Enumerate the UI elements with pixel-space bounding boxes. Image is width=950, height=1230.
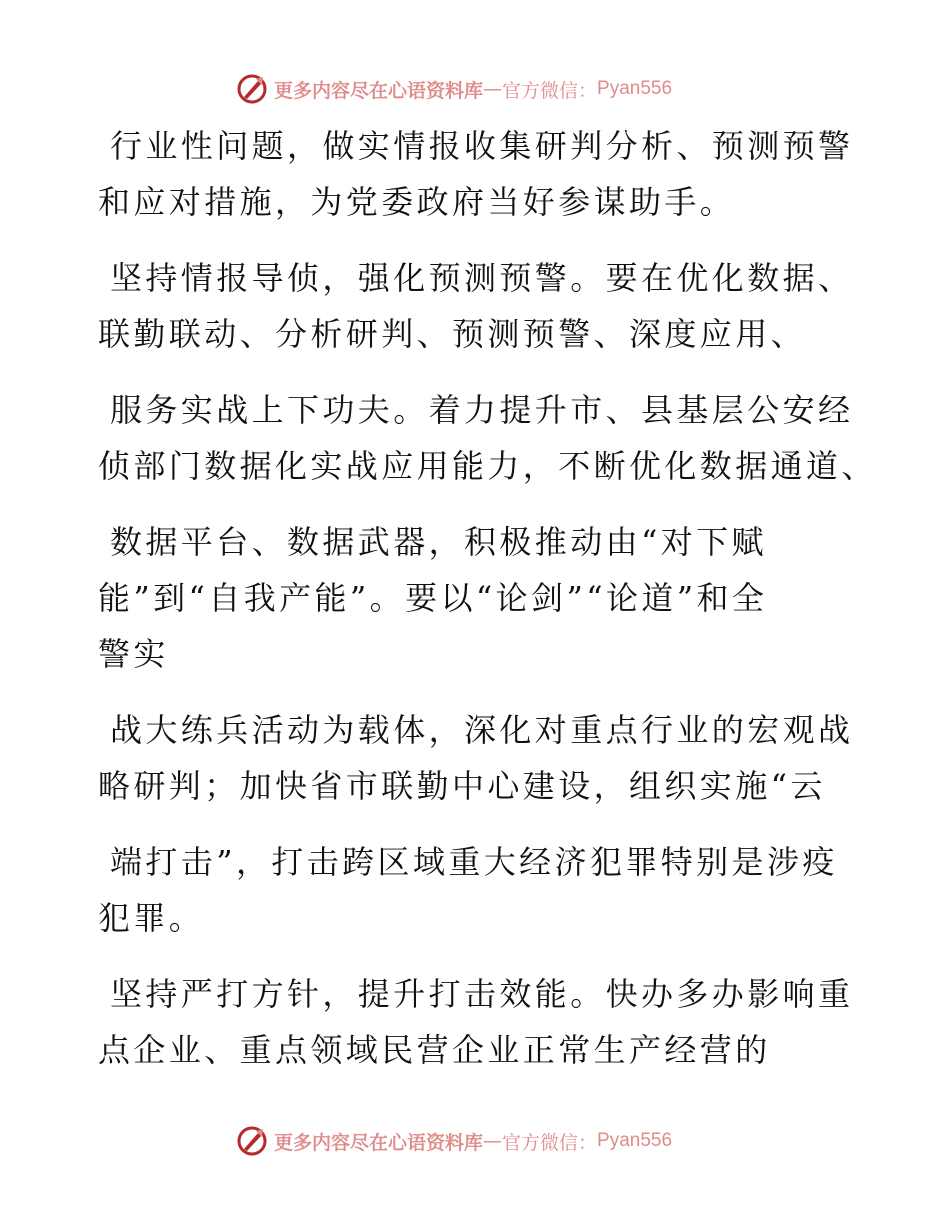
header-watermark-banner [236, 72, 672, 106]
footer-banner-separator: — [483, 1130, 503, 1152]
header-banner-wechat-label: 官方微信： [502, 79, 598, 102]
body-line-8: 能”到“自我产能”。要以“论剑”“论道”和全 [98, 579, 768, 617]
footer-banner-wechat-label: 官方微信： [502, 1131, 598, 1154]
body-line-9: 警实 [98, 635, 169, 673]
body-line-11: 略研判；加快省市联勤中心建设，组织实施“云 [98, 767, 826, 805]
footer-banner-title: 更多内容尽在心语资料库 [274, 1131, 484, 1154]
body-line-10: 战大练兵活动为载体，深化对重点行业的宏观战 [110, 711, 854, 749]
footer-banner-wechat-id: Pyan556 [597, 1130, 673, 1151]
body-line-7: 数据平台、数据武器，积极推动由“对下赋 [110, 523, 767, 561]
body-line-4: 联勤联动、分析研判、预测预警、深度应用、 [98, 315, 807, 353]
body-line-5: 服务实战上下功夫。着力提升市、县基层公安经 [110, 391, 854, 429]
footer-watermark-banner [236, 1124, 672, 1158]
document-body [98, 118, 877, 1078]
body-line-6: 侦部门数据化实战应用能力，不断优化数据通道、 [98, 447, 877, 485]
quill-logo-icon [236, 73, 268, 105]
body-line-12: 端打击”，打击跨区域重大经济犯罪特别是涉疫 [110, 843, 838, 881]
header-banner-wechat-id: Pyan556 [597, 78, 673, 99]
body-line-2: 和应对措施，为党委政府当好参谋助手。 [98, 183, 736, 221]
body-line-1: 行业性问题，做实情报收集研判分析、预测预警 [110, 127, 854, 165]
body-line-3: 坚持情报导侦，强化预测预警。要在优化数据、 [110, 259, 854, 297]
header-banner-title: 更多内容尽在心语资料库 [274, 79, 484, 102]
body-line-14: 坚持严打方针，提升打击效能。快办多办影响重 [110, 975, 854, 1013]
header-banner-separator: — [483, 78, 503, 100]
quill-logo-icon [236, 1125, 268, 1157]
body-line-13: 犯罪。 [98, 899, 205, 937]
body-line-15: 点企业、重点领域民营企业正常生产经营的 [98, 1031, 771, 1069]
